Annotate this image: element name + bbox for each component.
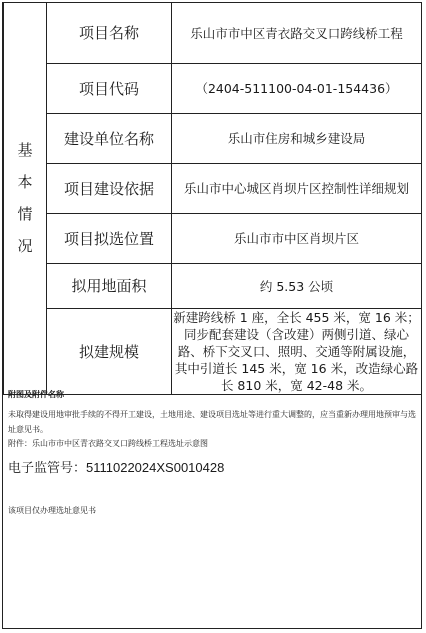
section-label xyxy=(4,3,47,394)
notes-text: 未取得建设用地审批手续的不得开工建设，土地用途、建设项目选址等进行重大调整的，应当重新办理用地预审与选址意见书。 xyxy=(8,410,416,434)
row-label: 拟建规模 xyxy=(47,308,172,394)
row-value: 乐山市住房和城乡建设局 xyxy=(172,113,422,163)
permit-document xyxy=(2,2,422,629)
supervision-id: 电子监管号：5111022024XS0010428 xyxy=(8,460,225,475)
row-label: 项目建设依据 xyxy=(47,163,172,213)
row-project-code xyxy=(4,63,422,113)
row-value: 新建跨线桥 1 座，全长 455 米，宽 16 米；同步配套建设（含改建）两侧引道、绿心路、桥下交叉口、照明、交通等附属设施，其中引道长 145 米，宽 16 米，改造绿心路长 810 米，宽 42-48 米。 xyxy=(173,309,420,393)
row-label: 项目名称 xyxy=(47,3,172,63)
row-scale xyxy=(4,308,422,394)
row-label: 项目代码 xyxy=(47,63,172,113)
row-value: 约 5.53 公顷 xyxy=(172,263,422,308)
section-label-char: 情 xyxy=(17,205,33,224)
row-label: 拟用地面积 xyxy=(47,263,172,308)
row-builder xyxy=(4,113,422,163)
row-location xyxy=(4,213,422,263)
footnote: 该项目仅办理选址意见书 xyxy=(8,506,96,515)
section-label-char: 本 xyxy=(17,173,33,192)
row-label: 项目拟选位置 xyxy=(47,213,172,263)
row-basis xyxy=(4,163,422,213)
row-value: 乐山市市中区肖坝片区 xyxy=(172,213,422,263)
row-project-name xyxy=(4,3,422,63)
row-value: 乐山市市中区青衣路交叉口跨线桥工程 xyxy=(172,3,422,63)
row-value: （2404-511100-04-01-154436） xyxy=(172,63,422,113)
section-label-char: 况 xyxy=(17,237,33,256)
attachment-line: 附件：乐山市市中区青衣路交叉口跨线桥工程选址示意图 xyxy=(8,439,208,448)
row-label: 建设单位名称 xyxy=(47,113,172,163)
section-label-char: 基 xyxy=(17,141,33,160)
row-value: 乐山市中心城区肖坝片区控制性详细规划 xyxy=(172,163,422,213)
basic-info-table xyxy=(3,3,422,395)
row-area xyxy=(4,263,422,308)
attachments-title: 附图及附件名称 xyxy=(8,390,64,399)
